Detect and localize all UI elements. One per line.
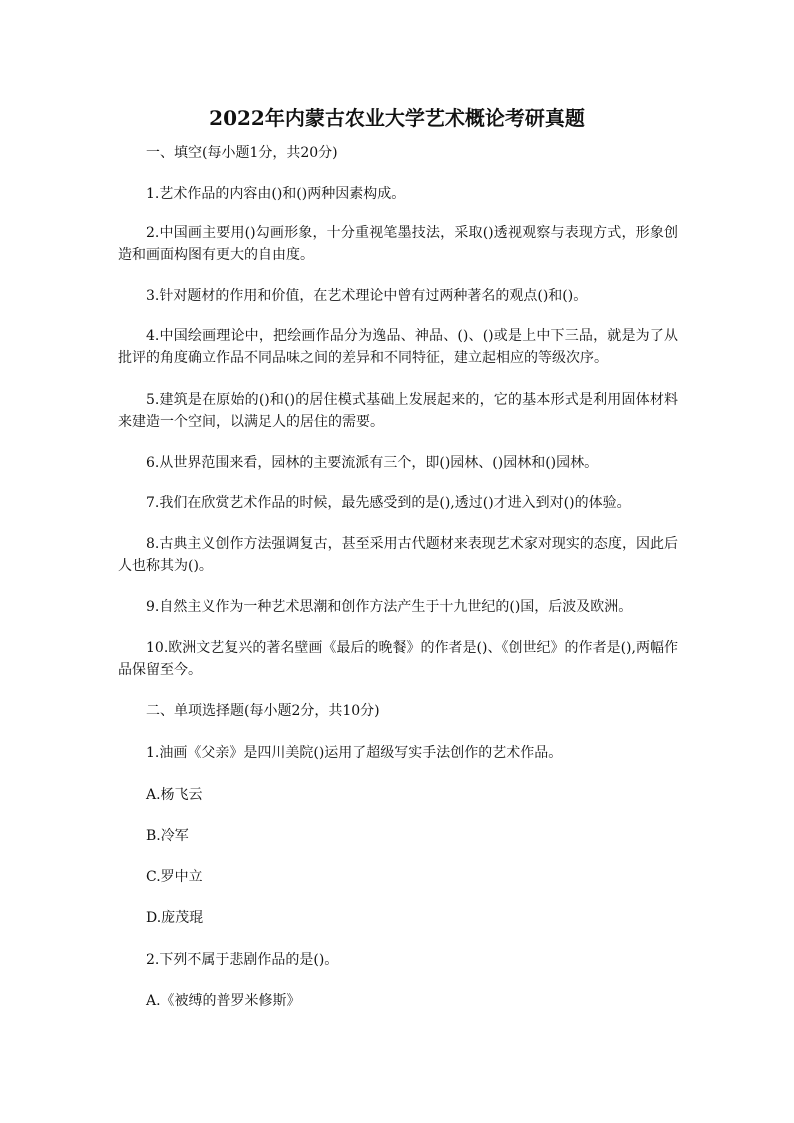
- question-paragraph: 2.中国画主要用()勾画形象，十分重视笔墨技法，采取()透视观察与表现方式，形象创造和画面构图有更大的自由度。: [118, 225, 678, 263]
- choice-option: C.罗中立: [146, 869, 203, 885]
- question-paragraph: 7.我们在欣赏艺术作品的时候，最先感受到的是(),透过()才进入到对()的体验。: [146, 495, 631, 511]
- question-paragraph: 4.中国绘画理论中，把绘画作品分为逸品、神品、()、()或是上中下三品，就是为了从批评的角度确立作品不同品味之间的差异和不同特征，建立起相应的等级次序。: [118, 328, 678, 366]
- section-heading-fill-in: 一、填空(每小题1分，共20分): [146, 145, 338, 161]
- choice-option: A.《被缚的普罗米修斯》: [146, 993, 301, 1009]
- question-paragraph: 2.下列不属于悲剧作品的是()。: [146, 952, 339, 968]
- question-paragraph: 6.从世界范围来看，园林的主要流派有三个，即()园林、()园林和()园林。: [146, 455, 599, 471]
- section-heading-single-choice: 二、单项选择题(每小题2分，共10分): [146, 703, 380, 719]
- choice-option: B.冷军: [146, 828, 189, 844]
- document-title: 2022年内蒙古农业大学艺术概论考研真题: [209, 106, 585, 130]
- question-paragraph: 9.自然主义作为一种艺术思潮和创作方法产生于十九世纪的()国，后波及欧洲。: [146, 599, 633, 615]
- question-paragraph: 1.艺术作品的内容由()和()两种因素构成。: [146, 186, 406, 202]
- question-paragraph: 5.建筑是在原始的()和()的居住模式基础上发展起来的，它的基本形式是利用固体材料来建造一个空间，以满足人的居住的需要。: [118, 392, 678, 430]
- question-paragraph: 1.油画《父亲》是四川美院()运用了超级写实手法创作的艺术作品。: [146, 745, 563, 761]
- choice-option: A.杨飞云: [146, 787, 203, 803]
- question-paragraph: 10.欧洲文艺复兴的著名壁画《最后的晚餐》的作者是()、《创世纪》的作者是(),两幅作品保留至今。: [118, 640, 678, 678]
- choice-option: D.庞茂琨: [146, 910, 204, 926]
- question-paragraph: 3.针对题材的作用和价值，在艺术理论中曾有过两种著名的观点()和()。: [146, 288, 588, 304]
- question-paragraph: 8.古典主义创作方法强调复古，甚至采用古代题材来表现艺术家对现实的态度，因此后人也称其为()。: [118, 536, 678, 574]
